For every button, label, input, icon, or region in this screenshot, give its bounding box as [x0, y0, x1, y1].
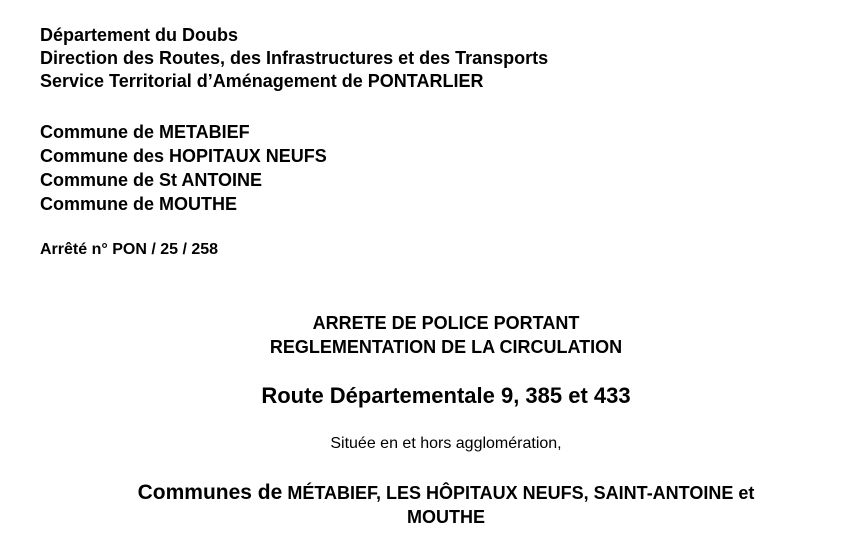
- issuer-header: [40, 24, 548, 93]
- location-note: Située en et hors agglomération,: [330, 435, 562, 452]
- communes-heading-last: MOUTHE: [407, 507, 485, 527]
- title-line-2: REGLEMENTATION DE LA CIRCULATION: [269, 337, 623, 357]
- commune-item: Commune de METABIEF: [40, 122, 250, 142]
- commune-item: Commune de St ANTOINE: [40, 170, 263, 190]
- document-title: [0, 311, 864, 359]
- direction-name: Direction des Routes, des Infrastructures et des Transports: [40, 48, 549, 68]
- department-name: Département du Doubs: [40, 25, 239, 45]
- communes-list: [40, 120, 327, 216]
- route-heading: Route Départementale 9, 385 et 433: [261, 383, 631, 408]
- commune-item: Commune de MOUTHE: [40, 194, 238, 214]
- service-name: Service Territorial d’Aménagement de PONTARLIER: [40, 71, 484, 91]
- title-line-1: ARRETE DE POLICE PORTANT: [312, 313, 580, 333]
- communes-heading-names: MÉTABIEF, LES HÔPITAUX NEUFS, SAINT-ANTOINE et: [282, 483, 755, 503]
- communes-heading: [84, 481, 808, 529]
- arrete-number: Arrêté n° PON / 25 / 258: [40, 241, 219, 258]
- commune-item: Commune des HOPITAUX NEUFS: [40, 146, 327, 166]
- communes-heading-prefix: Communes de: [137, 481, 283, 504]
